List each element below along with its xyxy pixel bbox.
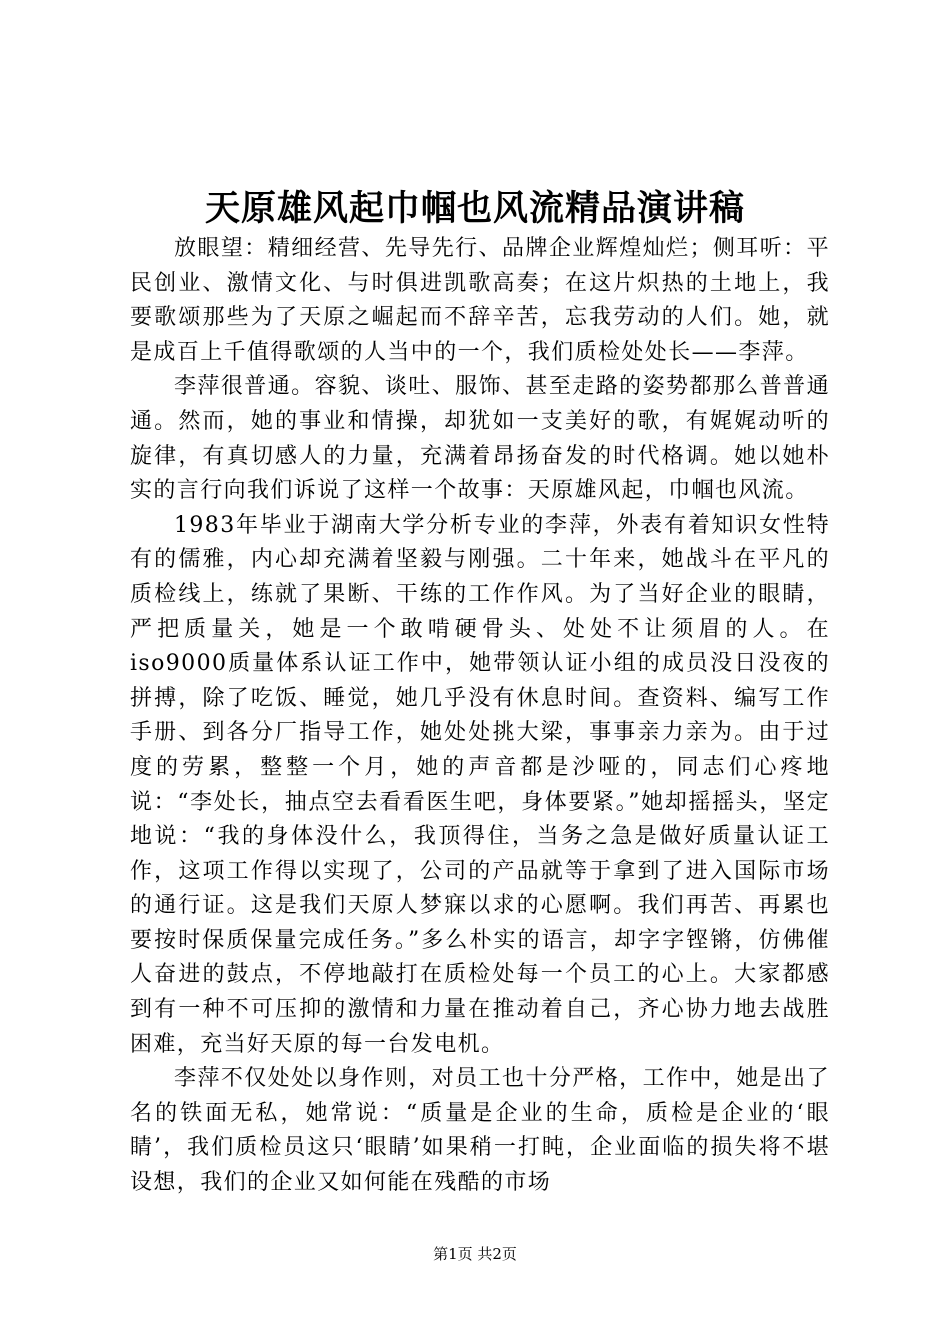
paragraph-2: 李萍很普通。容貌、谈吐、服饰、甚至走路的姿势都那么普普通通。然而，她的事业和情操，却犹如一支美好的歌，有娓娓动听的旋律，有真切感人的力量，充满着昂扬奋发的时代格调。她以她朴实的言行向我们诉说了这样一个故事：天原雄风起，巾帼也风流。 bbox=[130, 374, 830, 504]
paragraph-4: 李萍不仅处处以身作则，对员工也十分严格，工作中，她是出了名的铁面无私，她常说：“质量是企业的生命，质检是企业的‘眼睛’，我们质检员这只‘眼睛’如果稍一打盹，企业面临的损失将不堪设想，我们的企业又如何能在残酷的市场 bbox=[130, 1066, 830, 1196]
paragraph-3: 1983年毕业于湖南大学分析专业的李萍，外表有着知识女性特有的儒雅，内心却充满着坚毅与刚强。二十年来，她战斗在平凡的质检线上，练就了果断、干练的工作作风。为了当好企业的眼睛，严把质量关，她是一个敢啃硬骨头、处处不让须眉的人。在iso9000质量体系认证工作中，她带领认证小组的成员没日没夜的拼搏，除了吃饭、睡觉，她几乎没有休息时间。查资料、编写工作手册、到各分厂指导工作，她处处挑大梁，事事亲力亲为。由于过度的劳累，整整一个月，她的声音都是沙哑的，同志们心疼地说：“李处长，抽点空去看看医生吧，身体要紧。”她却摇摇头，坚定地说：“我的身体没什么，我顶得住，当务之急是做好质量认证工作，这项工作得以实现了，公司的产品就等于拿到了进入国际市场的通行证。这是我们天原人梦寐以求的心愿啊。我们再苦、再累也要按时保质保量完成任务。”多么朴实的语言，却字字铿锵，仿佛催人奋进的鼓点，不停地敲打在质检处每一个员工的心上。大家都感到有一种不可压抑的激情和力量在推动着自己，齐心协力地去战胜困难，充当好天原的每一台发电机。 bbox=[130, 512, 830, 1057]
document-title: 天原雄风起巾帼也风流精品演讲稿 bbox=[204, 188, 745, 229]
page-number-footer: 第1页 共2页 bbox=[433, 1245, 517, 1263]
paragraph-1: 放眼望：精细经营、先导先行、品牌企业辉煌灿烂；侧耳听：平民创业、激情文化、与时俱进凯歌高奏；在这片炽热的土地上，我要歌颂那些为了天原之崛起而不辞辛苦，忘我劳动的人们。她，就是成百上千值得歌颂的人当中的一个，我们质检处处长——李萍。 bbox=[130, 236, 830, 365]
document-body bbox=[130, 232, 830, 1201]
